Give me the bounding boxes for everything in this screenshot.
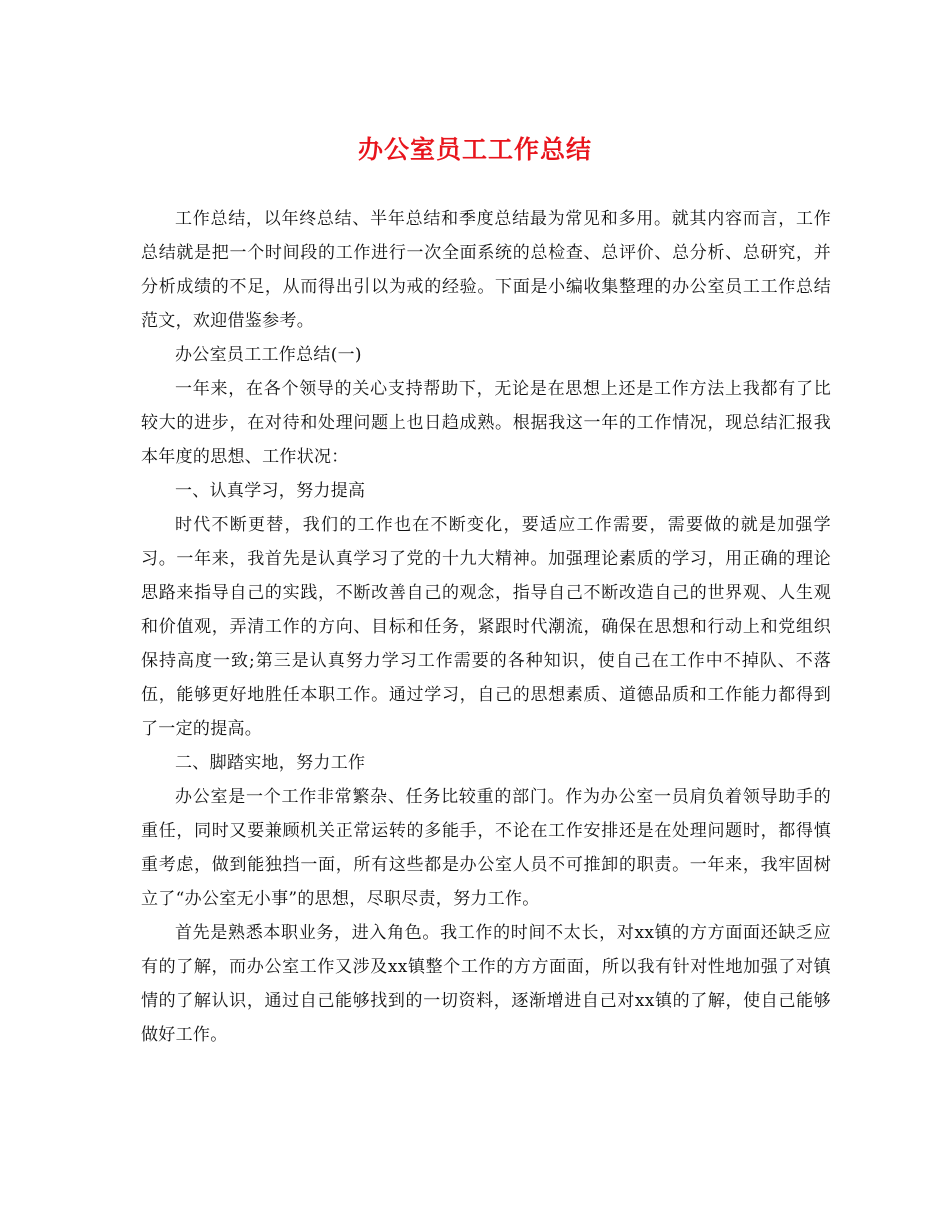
subsection-heading: 一、认真学习，努力提高 xyxy=(175,481,366,501)
document-title: 办公室员工工作总结 xyxy=(357,135,592,164)
section-heading: 办公室员工工作总结(一) xyxy=(175,345,362,365)
paragraph: 一年来，在各个领导的关心支持帮助下，无论是在思想上还是工作方法上我都有了比较大的进步，在对待和处理问题上也日趋成熟。根据我这一年的工作情况，现总结汇报我本年度的思想、工作状况： xyxy=(141,379,831,467)
paragraph: 首先是熟悉本职业务，进入角色。我工作的时间不太长，对xx镇的方方面面还缺乏应有的了解，而办公室工作又涉及xx镇整个工作的方方面面，所以我有针对性地加强了对镇情的了解认识，通过自己能够找到的一切资料，逐渐增进自己对xx镇的了解，使自己能够做好工作。 xyxy=(141,923,831,1045)
subsection-heading: 二、脚踏实地，努力工作 xyxy=(175,753,366,773)
document-body xyxy=(141,202,831,1052)
paragraph-intro: 工作总结，以年终总结、半年总结和季度总结最为常见和多用。就其内容而言，工作总结就是把一个时间段的工作进行一次全面系统的总检查、总评价、总分析、总研究，并分析成绩的不足，从而得出引以为戒的经验。下面是小编收集整理的办公室员工工作总结范文，欢迎借鉴参考。 xyxy=(141,209,831,331)
paragraph: 时代不断更替，我们的工作也在不断变化，要适应工作需要，需要做的就是加强学习。一年来，我首先是认真学习了党的十九大精神。加强理论素质的学习，用正确的理论思路来指导自己的实践，不断改善自己的观念，指导自己不断改造自己的世界观、人生观和价值观，弄清工作的方向、目标和任务，紧跟时代潮流，确保在思想和行动上和党组织保持高度一致;第三是认真努力学习工作需要的各种知识，使自己在工作中不掉队、不落伍，能够更好地胜任本职工作。通过学习，自己的思想素质、道德品质和工作能力都得到了一定的提高。 xyxy=(141,515,831,739)
paragraph: 办公室是一个工作非常繁杂、任务比较重的部门。作为办公室一员肩负着领导助手的重任，同时又要兼顾机关正常运转的多能手，不论在工作安排还是在处理问题时，都得慎重考虑，做到能独挡一面，所有这些都是办公室人员不可推卸的职责。一年来，我牢固树立了“办公室无小事”的思想，尽职尽责，努力工作。 xyxy=(141,787,831,909)
